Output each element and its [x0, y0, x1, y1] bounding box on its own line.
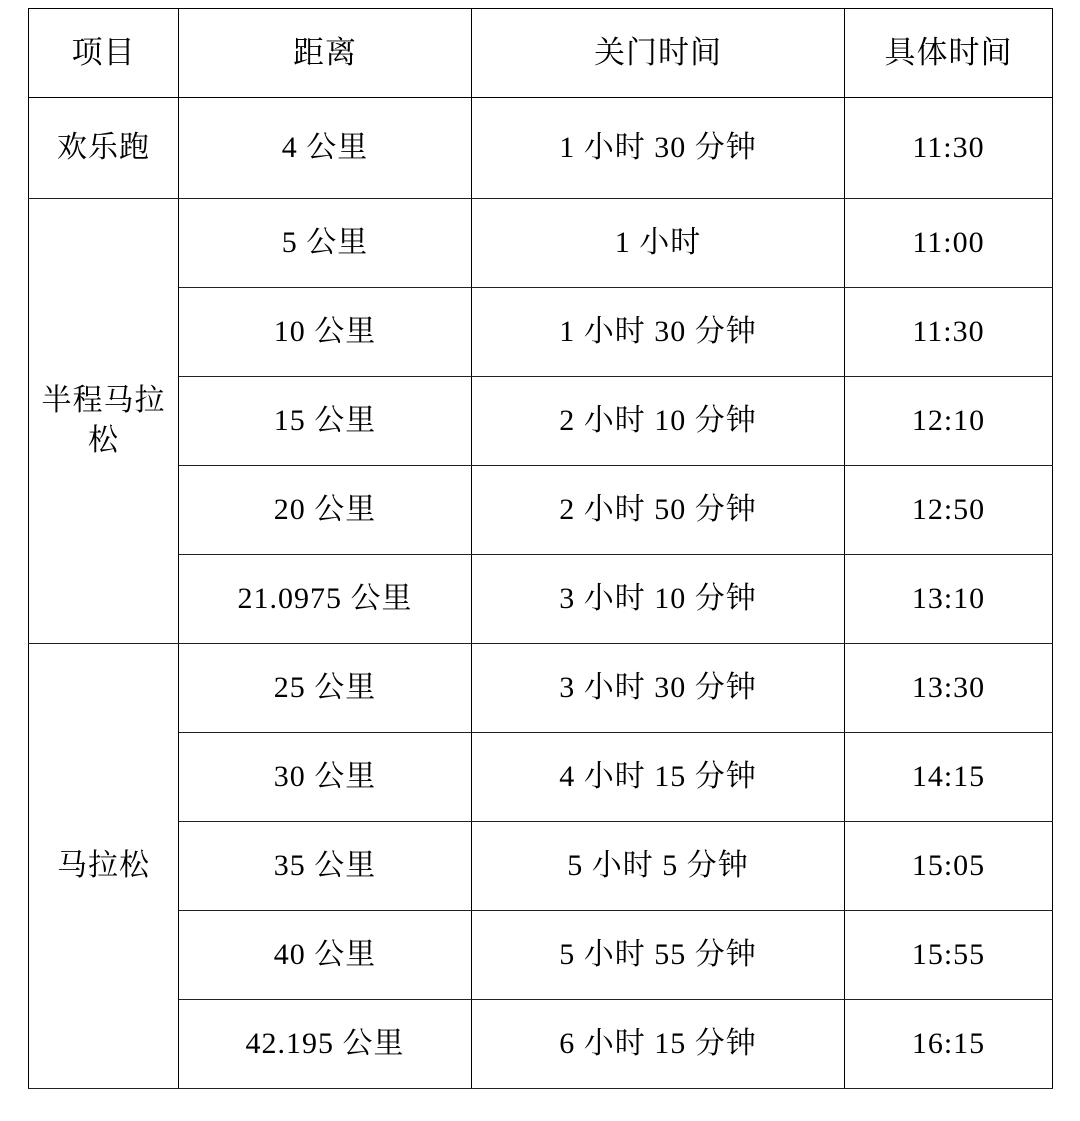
cutoff-time-table: [28, 8, 1053, 1089]
cell-time: 13:10: [845, 555, 1053, 644]
cell-cutoff: 2 小时 10 分钟: [472, 377, 845, 466]
cell-time: 16:15: [845, 1000, 1053, 1089]
column-header-distance: 距离: [179, 9, 472, 98]
table-row: [29, 199, 1053, 288]
cell-distance: 40 公里: [179, 911, 472, 1000]
cell-distance: 4 公里: [179, 98, 472, 199]
cell-distance: 15 公里: [179, 377, 472, 466]
table-row: [29, 466, 1053, 555]
group-label-marathon: 马拉松: [29, 644, 179, 1089]
cell-time: 11:00: [845, 199, 1053, 288]
cell-time: 14:15: [845, 733, 1053, 822]
cell-time: 11:30: [845, 288, 1053, 377]
group-label-funrun: 欢乐跑: [29, 98, 179, 199]
cell-time: 12:10: [845, 377, 1053, 466]
table-row: [29, 555, 1053, 644]
cell-cutoff: 1 小时: [472, 199, 845, 288]
table-row: [29, 822, 1053, 911]
column-header-item: 项目: [29, 9, 179, 98]
table-row: [29, 733, 1053, 822]
cell-distance: 10 公里: [179, 288, 472, 377]
cell-distance: 42.195 公里: [179, 1000, 472, 1089]
cell-distance: 25 公里: [179, 644, 472, 733]
table-row: [29, 377, 1053, 466]
table-row: [29, 1000, 1053, 1089]
cell-time: 11:30: [845, 98, 1053, 199]
cell-cutoff: 1 小时 30 分钟: [472, 98, 845, 199]
cell-cutoff: 6 小时 15 分钟: [472, 1000, 845, 1089]
cell-distance: 21.0975 公里: [179, 555, 472, 644]
table-row: [29, 288, 1053, 377]
cell-distance: 30 公里: [179, 733, 472, 822]
cell-cutoff: 4 小时 15 分钟: [472, 733, 845, 822]
table-row: [29, 98, 1053, 199]
cell-time: 15:05: [845, 822, 1053, 911]
table-row: [29, 644, 1053, 733]
column-header-cutoff: 关门时间: [472, 9, 845, 98]
cell-distance: 5 公里: [179, 199, 472, 288]
cell-time: 15:55: [845, 911, 1053, 1000]
table-header-row: [29, 9, 1053, 98]
group-label-half-marathon: 半程马拉松: [29, 199, 179, 644]
cell-time: 12:50: [845, 466, 1053, 555]
cell-cutoff: 5 小时 5 分钟: [472, 822, 845, 911]
cell-cutoff: 1 小时 30 分钟: [472, 288, 845, 377]
cell-time: 13:30: [845, 644, 1053, 733]
table-row: [29, 911, 1053, 1000]
cell-cutoff: 3 小时 30 分钟: [472, 644, 845, 733]
cell-cutoff: 5 小时 55 分钟: [472, 911, 845, 1000]
column-header-time: 具体时间: [845, 9, 1053, 98]
cell-cutoff: 2 小时 50 分钟: [472, 466, 845, 555]
cell-cutoff: 3 小时 10 分钟: [472, 555, 845, 644]
cell-distance: 35 公里: [179, 822, 472, 911]
cell-distance: 20 公里: [179, 466, 472, 555]
